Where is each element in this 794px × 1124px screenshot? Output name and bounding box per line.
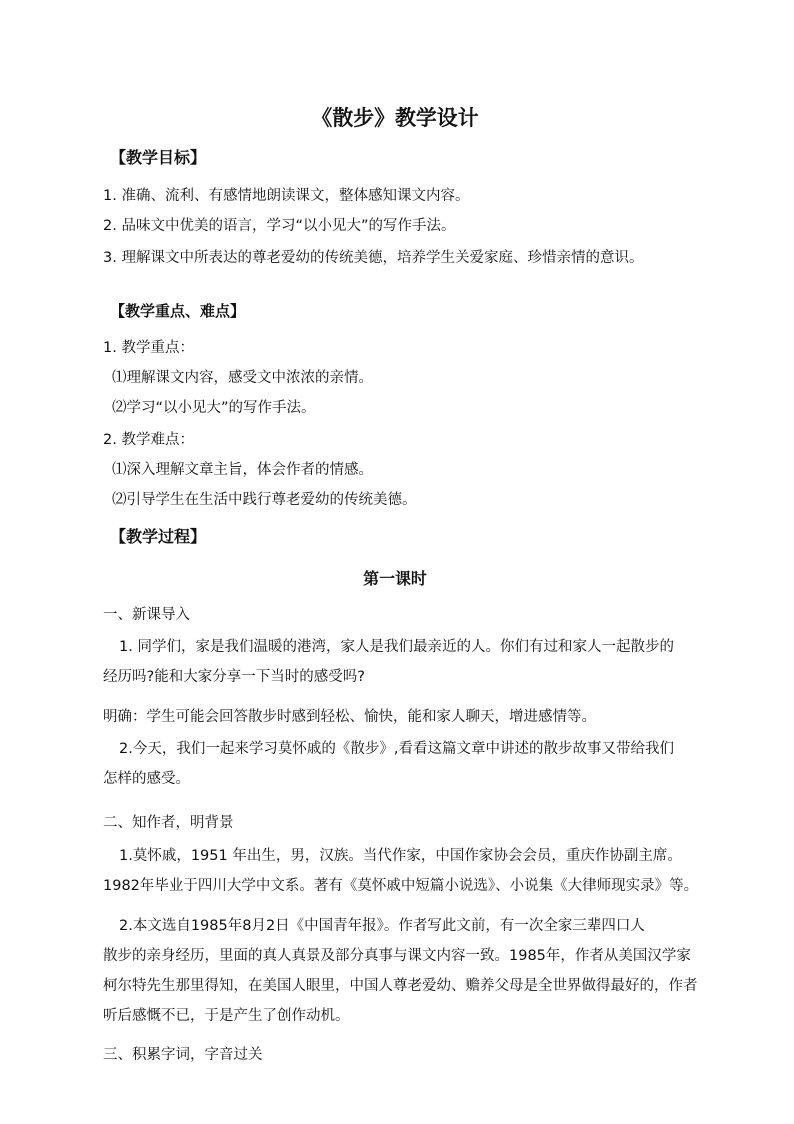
section-2-paragraph-2-line-2: 散步的亲身经历，里面的真人真景及部分真事与课文内容一致。1985年，作者从美国汉学家 xyxy=(103,948,691,964)
section-1-heading: 一、新课导入 xyxy=(103,607,190,623)
objectives-heading: 【教学目标】 xyxy=(110,148,207,167)
key-points-heading: 【教学重点、难点】 xyxy=(110,302,246,320)
section-2-paragraph-1-line-2: 1982年毕业于四川大学中文系。著有《莫怀戚中短篇小说选》、小说集《大律师现实录》等。 xyxy=(103,878,699,894)
section-1-paragraph-1-line-2: 经历吗?能和大家分享一下当时的感受吗? xyxy=(103,669,365,685)
difficulty-item-1: ⑴深入理解文章主旨，体会作者的情感。 xyxy=(112,462,373,478)
focus-item-1: ⑴理解课文内容，感受文中浓浓的亲情。 xyxy=(112,370,373,386)
section-3-heading: 三、积累字词，字音过关 xyxy=(103,1047,263,1063)
focus-item-2: ⑵学习“以小见大”的写作手法。 xyxy=(112,400,316,416)
objective-item-2: 2. 品味文中优美的语言，学习“以小见大”的写作手法。 xyxy=(103,218,456,234)
section-2-paragraph-2-line-3: 柯尔特先生那里得知，在美国人眼里，中国人尊老爱幼、赡养父母是全世界做得最好的，作者 xyxy=(103,978,698,994)
document-title: 《散步》教学设计 xyxy=(311,106,479,130)
section-1-paragraph-2-line-2: 怎样的感受。 xyxy=(103,771,190,787)
objective-item-3: 3. 理解课文中所表达的尊老爱幼的传统美德，培养学生关爱家庭、珍惜亲情的意识。 xyxy=(103,250,644,266)
process-heading: 【教学过程】 xyxy=(110,527,207,546)
focus-label: 1. 教学重点： xyxy=(103,340,194,356)
section-1-paragraph-2-line-1: 2.今天，我们一起来学习莫怀戚的《散步》,看看这篇文章中讲述的散步故事又带给我们 xyxy=(119,741,674,757)
difficulty-item-2: ⑵引导学生在生活中践行尊老爱幼的传统美德。 xyxy=(112,492,417,508)
difficulty-label: 2. 教学难点： xyxy=(103,432,194,448)
section-2-paragraph-2-line-4: 听后感慨不已，于是产生了创作动机。 xyxy=(103,1008,350,1024)
lesson-title: 第一课时 xyxy=(363,569,427,588)
section-2-heading: 二、知作者，明背景 xyxy=(103,815,234,831)
objective-item-1: 1. 准确、流利、有感情地朗读课文，整体感知课文内容。 xyxy=(103,188,470,204)
section-1-paragraph-1-line-1: 1. 同学们，家是我们温暖的港湾，家人是我们最亲近的人。你们有过和家人一起散步的 xyxy=(119,639,674,655)
section-1-clarification: 明确：学生可能会回答散步时感到轻松、愉快，能和家人聊天，增进感情等。 xyxy=(103,709,596,725)
section-2-paragraph-1-line-1: 1.莫怀戚，1951 年出生，男，汉族。当代作家，中国作家协会会员，重庆作协副主席。 xyxy=(119,848,682,864)
section-2-paragraph-2-line-1: 2.本文选自1985年8月2日《中国青年报》。作者写此文前，有一次全家三辈四口人 xyxy=(119,918,645,934)
